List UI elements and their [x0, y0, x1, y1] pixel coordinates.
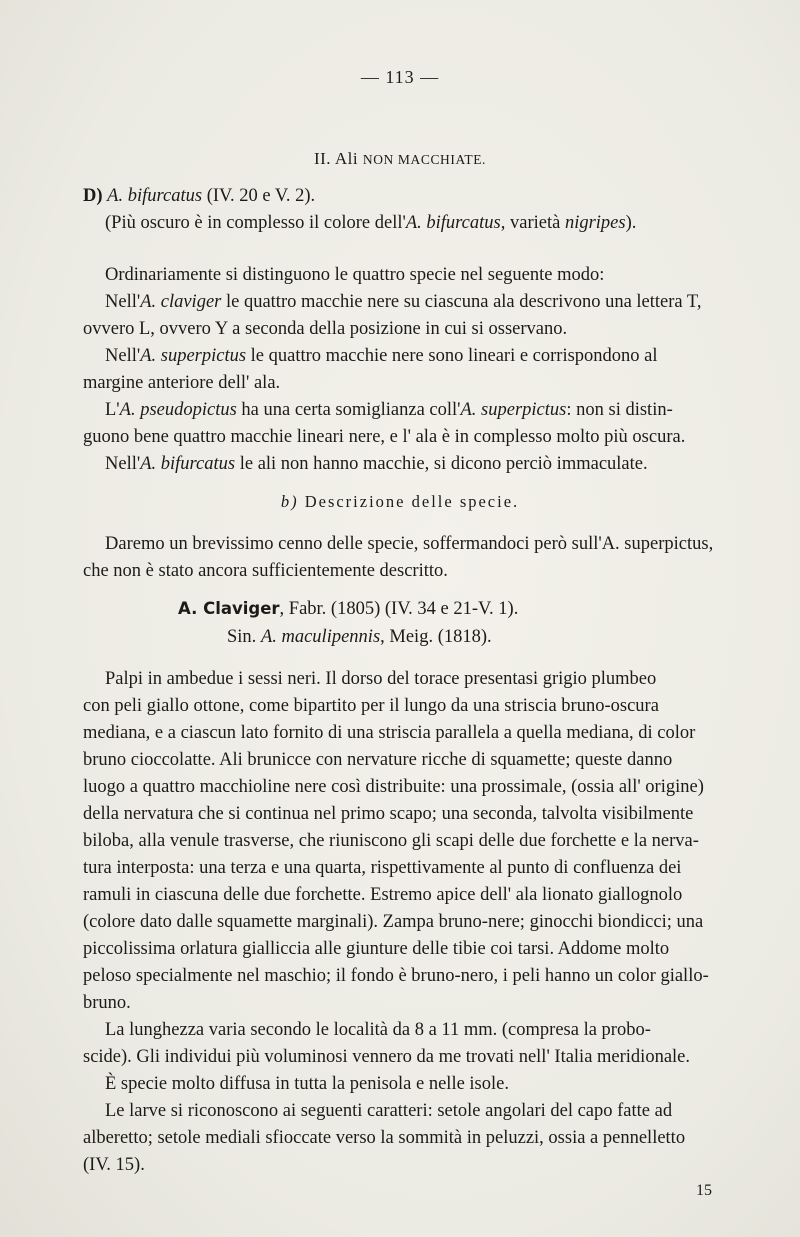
page-number: — 113 —: [360, 67, 440, 87]
text-line: Ordinariamente si distinguono le quattro specie nel seguente modo:: [105, 265, 605, 285]
line-text: ha una certa somiglianza coll': [236, 400, 461, 420]
text-line: margine anteriore dell' ala.: [83, 373, 281, 393]
line-text: (Più oscuro è in complesso il colore dell': [105, 213, 406, 233]
text-line: bruno.: [83, 993, 131, 1013]
section-heading-rest: li: [347, 149, 363, 168]
synonym-line: [227, 626, 492, 648]
line-text: : non si distin-: [566, 400, 673, 420]
species-name: A. superpictus: [460, 400, 567, 420]
text-line: luogo a quattro macchioline nere così distribuite: una prossimale, (ossia all' origine): [83, 777, 704, 797]
text-line: biloba, alla venule trasverse, che riuniscono gli scapi delle due forchette e la nerva-: [83, 831, 699, 851]
text-line: guono bene quattro macchie lineari nere, e l' ala è in complesso molto più oscura.: [83, 427, 686, 447]
species-name: A. bifurcatus: [405, 213, 501, 233]
species-name: A. maculipennis: [260, 627, 381, 647]
text-line: (IV. 15).: [83, 1155, 145, 1175]
label-d: D): [83, 186, 108, 206]
species-name: A. superpictus: [140, 346, 247, 366]
text-line: tura interposta: una terza e una quarta, rispettivamente al punto di confluenza dei: [83, 858, 682, 878]
text-line: Daremo un brevissimo cenno delle specie, soffermandoci però sull'A. superpictus,: [105, 534, 714, 554]
species-heading: [178, 598, 518, 620]
signature-number: 15: [696, 1182, 712, 1199]
line-text: , Meig. (1818).: [380, 627, 492, 647]
line-text: le ali non hanno macchie, si dicono perciò immaculate.: [235, 454, 648, 474]
species-name: A. bifurcatus: [107, 186, 203, 206]
text-line: Palpi in ambedue i sessi neri. Il dorso del torace presentasi grigio plumbeo: [105, 669, 657, 689]
text-line: mediana, e a ciascun lato fornito di una striscia parallela a quella mediana, di color: [83, 723, 696, 743]
line-text: L': [105, 400, 120, 420]
species-heading-name: A. Claviger: [178, 599, 280, 618]
text-line: La lunghezza varia secondo le località da 8 a 11 mm. (compresa la probo-: [105, 1020, 651, 1040]
text-line: ramuli in ciascuna delle due forchette. Estremo apice dell' ala lionato giallognolo: [83, 885, 683, 905]
species-heading-ref: , Fabr. (1805) (IV. 34 e 21-V. 1).: [279, 599, 519, 619]
species-name: A. pseudopictus: [119, 400, 237, 420]
subsection-heading: [0, 491, 800, 513]
line-text: Nell': [105, 292, 141, 312]
section-heading-smallcaps: NON MACCHIATE.: [362, 152, 487, 167]
variety-name: nigripes: [564, 213, 626, 233]
text-line: È specie molto diffusa in tutta la penisola e nelle isole.: [105, 1074, 509, 1094]
line-text: , varietà: [500, 213, 565, 233]
text-line: alberetto; setole mediali sfioccate verso la sommità in peluzzi, ossia a pennelletto: [83, 1128, 686, 1148]
text-line: ovvero L, ovvero Y a seconda della posizione in cui si osservano.: [83, 319, 568, 339]
text-line: scide). Gli individui più voluminosi vennero da me trovati nell' Italia meridionale.: [83, 1047, 691, 1067]
text-line: [105, 453, 648, 475]
line-text: le quattro macchie nere sono lineari e corrispondono al: [246, 346, 658, 366]
text-line: [105, 212, 636, 234]
species-name: A. bifurcatus: [140, 454, 236, 474]
line-text: Nell': [105, 346, 141, 366]
line-text: Sin.: [227, 627, 261, 647]
line-text: (IV. 20 e V. 2).: [202, 186, 316, 206]
subsection-letter: b): [280, 492, 299, 511]
text-line: [83, 185, 315, 207]
text-line: piccolissima orlatura gialliccia alle giunture delle tibie coi tarsi. Addome molto: [83, 939, 670, 959]
text-line: della nervatura che si continua nel primo scapo; una seconda, talvolta visibilmente: [83, 804, 694, 824]
section-heading-numeral: II. A: [313, 149, 348, 168]
line-text: Nell': [105, 454, 141, 474]
line-text: le quattro macchie nere su ciascuna ala descrivono una lettera T,: [221, 292, 702, 312]
species-name: A. claviger: [140, 292, 222, 312]
line-text: ).: [625, 213, 637, 233]
text-line: con peli giallo ottone, come bipartito per il lungo da una striscia bruno-oscura: [83, 696, 659, 716]
text-line: bruno cioccolatte. Ali brunicce con nervature ricche di squamette; queste danno: [83, 750, 673, 770]
text-line: [105, 345, 658, 367]
subsection-title: Descrizione delle specie.: [298, 492, 520, 511]
text-line: che non è stato ancora sufficientemente descritto.: [83, 561, 448, 581]
text-line: peloso specialmente nel maschio; il fondo è bruno-nero, i peli hanno un color giallo-: [83, 966, 709, 986]
text-line: (colore dato dalle squamette marginali). Zampa bruno-nere; ginocchi biondicci; una: [83, 912, 704, 932]
text-line: Le larve si riconoscono ai seguenti caratteri: setole angolari del capo fatte ad: [105, 1101, 673, 1121]
section-heading: [0, 148, 800, 171]
text-line: [105, 399, 673, 421]
text-line: [105, 291, 743, 313]
